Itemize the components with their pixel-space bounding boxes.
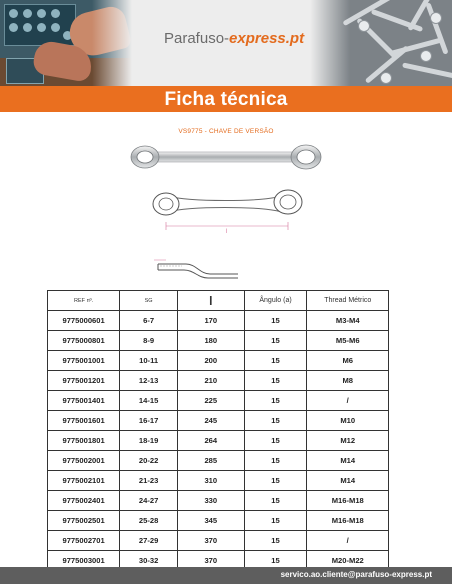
header-length: l — [177, 291, 244, 311]
spec-table — [47, 290, 389, 571]
thread-cell: M16-M18 — [307, 511, 389, 531]
ref-cell: 9775003001 — [48, 551, 120, 571]
header-sg: SG — [120, 291, 178, 311]
ref-cell: 9775002701 — [48, 531, 120, 551]
angle-cell: 15 — [244, 451, 307, 471]
table-row — [48, 391, 389, 411]
ref-cell: 9775002501 — [48, 511, 120, 531]
table-row — [48, 331, 389, 351]
angle-cell: 15 — [244, 411, 307, 431]
angle-cell: 15 — [244, 431, 307, 451]
sg-cell: 18-19 — [120, 431, 178, 451]
length-cell: 180 — [177, 331, 244, 351]
sg-cell: 10-11 — [120, 351, 178, 371]
ref-cell: 9775001601 — [48, 411, 120, 431]
thread-cell: M8 — [307, 371, 389, 391]
header-angle: Ângulo (a) — [244, 291, 307, 311]
angle-cell: 15 — [244, 311, 307, 331]
thread-cell: M20-M22 — [307, 551, 389, 571]
header-ref: REF nº. — [48, 291, 120, 311]
contact-email[interactable]: servico.ao.cliente@parafuso-express.pt — [280, 570, 432, 579]
length-cell: 345 — [177, 511, 244, 531]
wrench-top-drawing — [150, 182, 306, 236]
table-body — [48, 311, 389, 571]
length-cell: 370 — [177, 551, 244, 571]
angle-cell: 15 — [244, 371, 307, 391]
length-cell: 210 — [177, 371, 244, 391]
thread-cell: M3-M4 — [307, 311, 389, 331]
header-thread: Thread Métrico — [307, 291, 389, 311]
wrench-photo — [128, 140, 324, 174]
sg-cell: 14-15 — [120, 391, 178, 411]
ref-cell: 9775002401 — [48, 491, 120, 511]
thread-cell: M5-M6 — [307, 331, 389, 351]
sg-cell: 24-27 — [120, 491, 178, 511]
workshop-photo — [0, 0, 132, 86]
table-row — [48, 531, 389, 551]
table-row — [48, 471, 389, 491]
product-subtitle: VS9775 - CHAVE DE VERSÃO — [178, 128, 274, 135]
ref-cell: 9775001801 — [48, 431, 120, 451]
table-row — [48, 411, 389, 431]
table-row — [48, 431, 389, 451]
angle-cell: 15 — [244, 391, 307, 411]
ref-cell: 9775002001 — [48, 451, 120, 471]
length-cell: 225 — [177, 391, 244, 411]
length-cell: 330 — [177, 491, 244, 511]
length-cell: 264 — [177, 431, 244, 451]
length-cell: 370 — [177, 531, 244, 551]
angle-cell: 15 — [244, 531, 307, 551]
thread-cell: M10 — [307, 411, 389, 431]
ref-cell: 9775001201 — [48, 371, 120, 391]
brand-logo — [164, 30, 314, 52]
angle-cell: 15 — [244, 511, 307, 531]
title-bar — [0, 86, 452, 112]
sg-cell: 27-29 — [120, 531, 178, 551]
angle-cell: 15 — [244, 551, 307, 571]
thread-cell: M12 — [307, 431, 389, 451]
sg-cell: 30-32 — [120, 551, 178, 571]
screws-photo — [310, 0, 452, 86]
thread-cell: M14 — [307, 471, 389, 491]
header-banner — [0, 0, 452, 86]
sg-cell: 12-13 — [120, 371, 178, 391]
angle-cell: 15 — [244, 491, 307, 511]
length-cell: 310 — [177, 471, 244, 491]
table-row — [48, 351, 389, 371]
length-cell: 285 — [177, 451, 244, 471]
thread-cell: / — [307, 391, 389, 411]
table-row — [48, 491, 389, 511]
length-dimension-label: l — [226, 229, 228, 235]
brand-name: Parafuso- — [164, 30, 230, 47]
sg-cell: 16-17 — [120, 411, 178, 431]
table-row — [48, 371, 389, 391]
thread-cell: M14 — [307, 451, 389, 471]
page-title: Ficha técnica — [164, 89, 288, 110]
table-row — [48, 511, 389, 531]
length-cell: 200 — [177, 351, 244, 371]
ref-cell: 9775000601 — [48, 311, 120, 331]
thread-cell: M6 — [307, 351, 389, 371]
ref-cell: 9775001401 — [48, 391, 120, 411]
angle-cell: 15 — [244, 471, 307, 491]
table-header-row — [48, 291, 389, 311]
table-row — [48, 451, 389, 471]
sg-cell: 21-23 — [120, 471, 178, 491]
ref-cell: 9775000801 — [48, 331, 120, 351]
ref-cell: 9775001001 — [48, 351, 120, 371]
footer-bar — [0, 567, 452, 584]
sg-cell: 6-7 — [120, 311, 178, 331]
angle-cell: 15 — [244, 331, 307, 351]
thread-cell: M16-M18 — [307, 491, 389, 511]
thread-cell: / — [307, 531, 389, 551]
ref-cell: 9775002101 — [48, 471, 120, 491]
sg-cell: 25-28 — [120, 511, 178, 531]
length-cell: 170 — [177, 311, 244, 331]
wrench-side-drawing — [152, 256, 242, 282]
sg-cell: 20-22 — [120, 451, 178, 471]
sg-cell: 8-9 — [120, 331, 178, 351]
length-cell: 245 — [177, 411, 244, 431]
brand-domain: express.pt — [229, 30, 305, 47]
table-row — [48, 311, 389, 331]
angle-cell: 15 — [244, 351, 307, 371]
